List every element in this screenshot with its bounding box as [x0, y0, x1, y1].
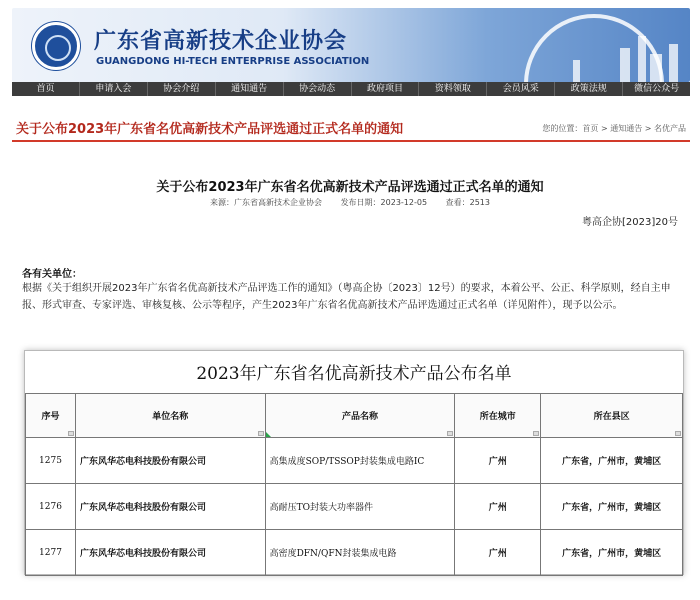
main-nav: [12, 82, 690, 96]
header-district: [541, 394, 683, 438]
nav-item-members[interactable]: 会员风采: [487, 82, 555, 96]
document-number: 粤高企协[2023]20号: [582, 217, 678, 228]
table-header-row: [26, 394, 683, 438]
cell-city: 广州: [455, 530, 541, 576]
nav-item-about[interactable]: 协会介绍: [148, 82, 216, 96]
nav-item-gov-projects[interactable]: 政府项目: [352, 82, 420, 96]
article-source: 来源：广东省高新技术企业协会: [210, 198, 323, 207]
breadcrumb-home[interactable]: 首页: [582, 124, 599, 133]
article-title: 关于公布2023年广东省名优高新技术产品评选通过正式名单的通知: [156, 180, 544, 195]
cell-product: 高耐压TO封装大功率器件: [265, 484, 455, 530]
cell-city: 广州: [455, 438, 541, 484]
filter-dropdown-icon: [533, 431, 539, 436]
nav-item-policies[interactable]: 政策法规: [555, 82, 623, 96]
building-graphic: [638, 36, 646, 82]
header-district-label: 所在县区: [593, 412, 630, 422]
header-product-label: 产品名称: [341, 412, 378, 422]
breadcrumb-current[interactable]: 名优产品: [654, 124, 686, 133]
header-unit: [75, 394, 265, 438]
cell-product: 高集成度SOP/TSSOP封装集成电路IC: [265, 438, 455, 484]
cell-unit: 广东风华芯电科技股份有限公司: [75, 438, 265, 484]
article-body: 根据《关于组织开展2023年广东省名优高新技术产品评选工作的通知》（粤高企协〔2023〕12号）的要求，本着公平、公正、科学原则，经自主申报、形式审查、专家评选、审核复核、公示等程序，产生2023年广东省名优高新技术产品评选通过正式名单（详见附件），现予以公示。: [22, 283, 671, 311]
site-banner: [12, 8, 690, 82]
salutation: 各有关单位：: [22, 269, 82, 280]
nav-item-join[interactable]: 申请入会: [80, 82, 148, 96]
cell-district: 广东省，广州市，黄埔区: [541, 438, 683, 484]
table-caption: 2023年广东省名优高新技术产品公布名单: [196, 364, 512, 384]
table-row: [26, 484, 683, 530]
nav-item-notices[interactable]: 通知通告: [216, 82, 284, 96]
nav-item-news[interactable]: 协会动态: [284, 82, 352, 96]
breadcrumb-category[interactable]: 通知通告: [610, 124, 643, 133]
header-city: [455, 394, 541, 438]
section-header: [12, 112, 690, 142]
cell-district: 广东省，广州市，黄埔区: [541, 530, 683, 576]
site-subtitle: GUANGDONG HI-TECH ENTERPRISE ASSOCIATION: [96, 56, 370, 67]
building-graphic: [573, 60, 580, 82]
cell-unit: 广东风华芯电科技股份有限公司: [75, 484, 265, 530]
building-graphic: [650, 54, 662, 82]
product-list-image: [24, 350, 684, 575]
cell-flag-icon: [266, 432, 271, 437]
article-views: 查看：2513: [445, 198, 490, 207]
cell-no: 1277: [26, 530, 76, 576]
breadcrumb: [542, 123, 686, 134]
filter-dropdown-icon: [258, 431, 264, 436]
cell-product: 高密度DFN/QFN封装集成电路: [265, 530, 455, 576]
header-city-label: 所在城市: [479, 412, 516, 422]
cell-district: 广东省，广州市，黄埔区: [541, 484, 683, 530]
article-meta: [0, 197, 700, 208]
breadcrumb-separator: >: [598, 124, 611, 133]
table-row: [26, 438, 683, 484]
skyline-graphic: [480, 8, 690, 82]
site-title: 广东省高新技术企业协会: [94, 29, 348, 54]
filter-dropdown-icon: [447, 431, 453, 436]
nav-item-downloads[interactable]: 资料领取: [419, 82, 487, 96]
cell-city: 广州: [455, 484, 541, 530]
building-graphic: [669, 44, 678, 82]
filter-dropdown-icon: [675, 431, 681, 436]
cell-no: 1276: [26, 484, 76, 530]
nav-item-home[interactable]: 首页: [12, 82, 80, 96]
table-row: [26, 530, 683, 576]
building-graphic: [620, 48, 630, 82]
header-no-label: 序号: [41, 412, 60, 422]
product-list-table: [25, 393, 683, 576]
article-date: 发布日期：2023-12-05: [340, 198, 428, 207]
cell-no: 1275: [26, 438, 76, 484]
filter-dropdown-icon: [68, 431, 74, 436]
breadcrumb-prefix: 您的位置：: [542, 124, 583, 133]
header-product: [265, 394, 455, 438]
nav-item-wechat[interactable]: 微信公众号: [634, 84, 680, 94]
association-logo[interactable]: [32, 22, 80, 70]
header-no: [26, 394, 76, 438]
breadcrumb-separator: >: [642, 124, 654, 133]
cell-unit: 广东风华芯电科技股份有限公司: [75, 530, 265, 576]
header-unit-label: 单位名称: [152, 412, 189, 422]
section-title: 关于公布2023年广东省名优高新技术产品评选通过正式名单的通知: [16, 122, 404, 137]
